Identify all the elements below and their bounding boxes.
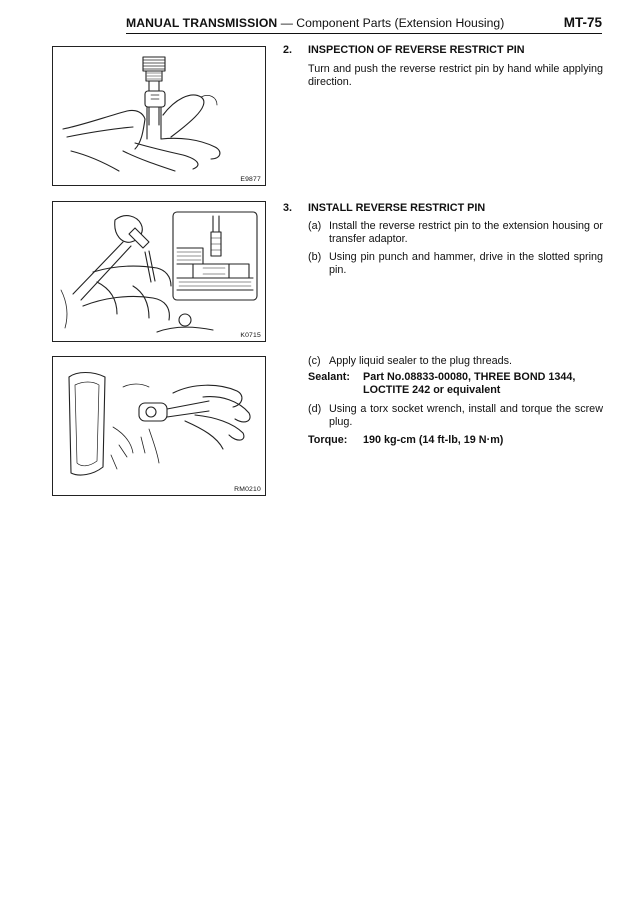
- sealant-label: Sealant:: [308, 371, 351, 383]
- substep-letter: (c): [308, 355, 321, 367]
- step-title: INSTALL REVERSE RESTRICT PIN: [308, 202, 486, 214]
- illustration-hand-turning-pin: [53, 47, 265, 185]
- step-number: 3.: [283, 202, 293, 214]
- section-install: [283, 202, 603, 277]
- sealant-spec: [283, 371, 603, 397]
- figure-install-pin: [52, 201, 266, 342]
- header-rule: [126, 33, 602, 34]
- section-inspection: [283, 44, 603, 89]
- page-header: [126, 14, 602, 34]
- torque-label: Torque:: [308, 434, 348, 446]
- sealant-text: Part No.08833-00080, THREE BOND 1344, LOCTITE 242 or equivalent: [363, 371, 576, 396]
- substep-letter: (d): [308, 403, 322, 415]
- step-text: Turn and push the reverse restrict pin by hand while applying direction.: [308, 63, 603, 88]
- step-heading: [283, 202, 603, 215]
- substep-letter: (a): [308, 220, 322, 232]
- substep-b: [283, 251, 603, 277]
- substep-text: Using a torx socket wrench, install and torque the screw plug.: [329, 403, 603, 428]
- substep-text: Using pin punch and hammer, drive in the slotted spring pin.: [329, 251, 603, 276]
- step-heading: [283, 44, 603, 57]
- section-title: MANUAL TRANSMISSION: [126, 16, 278, 30]
- illustration-hammer-and-punch: [53, 202, 265, 341]
- figure-label: E9877: [240, 176, 261, 183]
- section-subtitle: Component Parts (Extension Housing): [296, 16, 505, 30]
- substep-d: [283, 403, 603, 429]
- torque-text: 190 kg-cm (14 ft-lb, 19 N·m): [363, 434, 504, 446]
- figure-inspect-pin: [52, 46, 266, 186]
- figure-label: RM0210: [234, 486, 261, 493]
- section-install-continued: [283, 355, 603, 447]
- figure-label: K0715: [240, 332, 261, 339]
- substep-letter: (b): [308, 251, 322, 263]
- illustration-torx-wrench: [53, 357, 265, 495]
- substep-text: Apply liquid sealer to the plug threads.: [329, 355, 513, 367]
- header-title: [126, 16, 504, 30]
- substep-text: Install the reverse restrict pin to the extension housing or transfer adaptor.: [329, 220, 603, 245]
- step-number: 2.: [283, 44, 293, 56]
- header-dash: —: [277, 16, 297, 30]
- page-number: MT-75: [563, 15, 602, 30]
- substep-a: [283, 220, 603, 246]
- torque-spec: [283, 434, 603, 447]
- step-title: INSPECTION OF REVERSE RESTRICT PIN: [308, 44, 525, 56]
- substep-c: [283, 355, 603, 368]
- figure-torque-plug: [52, 356, 266, 496]
